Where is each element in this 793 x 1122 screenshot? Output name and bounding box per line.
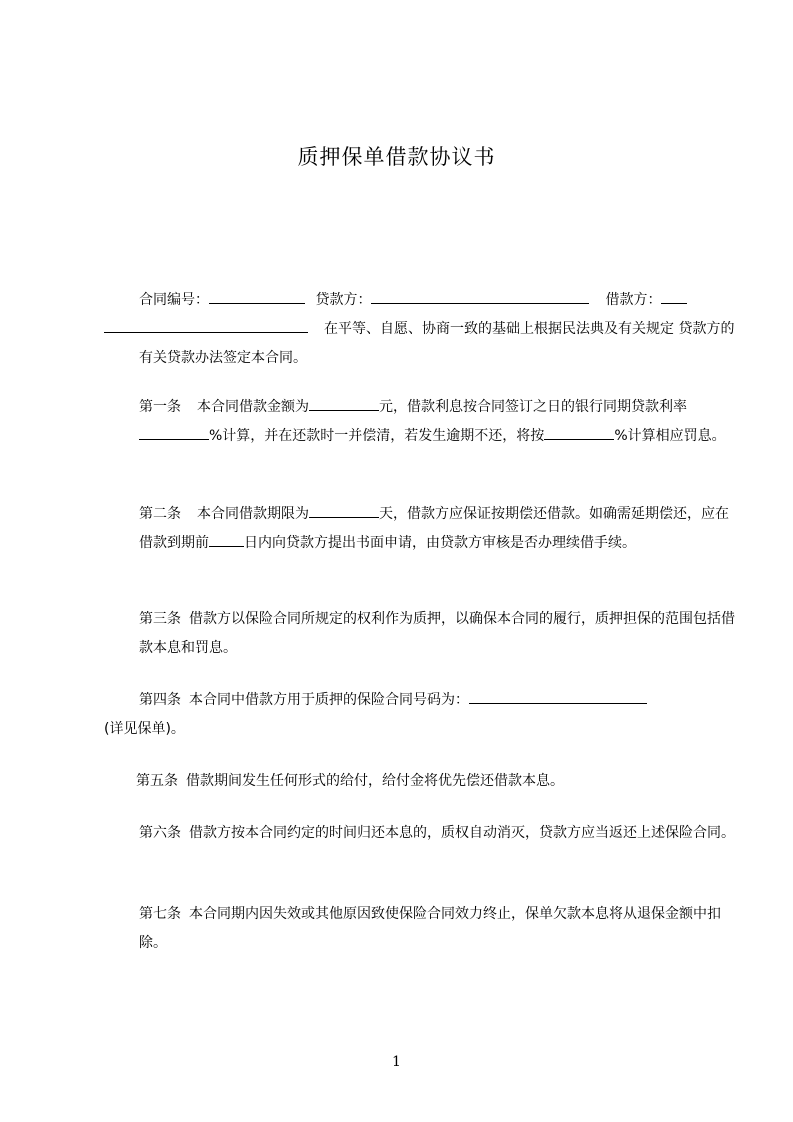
article-1 (104, 393, 737, 451)
policy-no-blank (469, 689, 647, 704)
borrower-blank-1 (661, 289, 687, 304)
article-2-text-3: 日内向贷款方提出书面申请，由贷款方审核是否办理续借手续。 (244, 535, 636, 551)
article-1-text-3: %计算，并在还款时一并偿清，若发生逾期不还，将按 (209, 428, 545, 444)
article-2 (104, 500, 737, 558)
article-6-text: 借款方按本合同约定的时间归还本息的，质权自动消灭，贷款方应当返还上述保险合同。 (189, 825, 735, 841)
notice-days-blank (209, 532, 244, 547)
article-7 (104, 900, 737, 958)
article-4-head: 第四条 (139, 692, 181, 708)
term-days-blank (309, 503, 379, 518)
lender-blank (371, 289, 589, 304)
article-7-text: 本合同期内因失效或其他原因致使保险合同效力终止，保单欠款本息将从退保金额中扣除。 (139, 906, 721, 951)
rate-blank (139, 425, 209, 440)
preamble-text: 在平等、自愿、协商一致的基础上根据民法典及有关规定 贷款方的有关贷款办法签定本合同。 (139, 321, 735, 366)
article-1-head: 第一条 (139, 399, 181, 415)
article-2-text-2: 天，借款方应保证按期偿还借款。如确需延期偿还，应在借款到期前 (139, 506, 729, 551)
contract-no-label: 合同编号： (139, 292, 209, 308)
amount-blank (309, 396, 379, 411)
article-2-head: 第二条 (139, 506, 181, 522)
borrower-label: 借款方： (605, 292, 662, 308)
article-6-head: 第六条 (139, 825, 181, 841)
article-4-text-1: 本合同中借款方用于质押的保险合同号码为： (189, 692, 469, 708)
article-3-head: 第三条 (139, 611, 181, 627)
article-1-text-4: %计算相应罚息。 (614, 428, 726, 444)
article-5 (104, 767, 734, 796)
contract-no-blank (209, 289, 305, 304)
article-5-text: 借款期间发生任何形式的给付，给付金将优先偿还借款本息。 (186, 773, 564, 789)
article-4-text-2: (详见保单)。 (104, 721, 185, 737)
penalty-rate-blank (544, 425, 614, 440)
article-2-text-1: 本合同借款期限为 (197, 506, 309, 522)
article-5-head: 第五条 (136, 773, 178, 789)
article-4 (104, 686, 737, 744)
page-title: 质押保单借款协议书 (297, 145, 496, 169)
page-number: 1 (392, 1054, 401, 1070)
preamble (104, 286, 737, 373)
article-6 (104, 819, 737, 848)
article-1-text-1: 本合同借款金额为 (197, 399, 309, 415)
article-1-text-2: 元，借款利息按合同签订之日的银行同期贷款利率 (379, 399, 687, 415)
article-3 (104, 605, 737, 663)
lender-label: 贷款方： (315, 292, 372, 308)
article-7-head: 第七条 (139, 906, 181, 922)
borrower-blank-2 (104, 318, 308, 333)
article-3-text: 借款方以保险合同所规定的权利作为质押，以确保本合同的履行，质押担保的范围包括借款本息和罚息。 (139, 611, 735, 656)
